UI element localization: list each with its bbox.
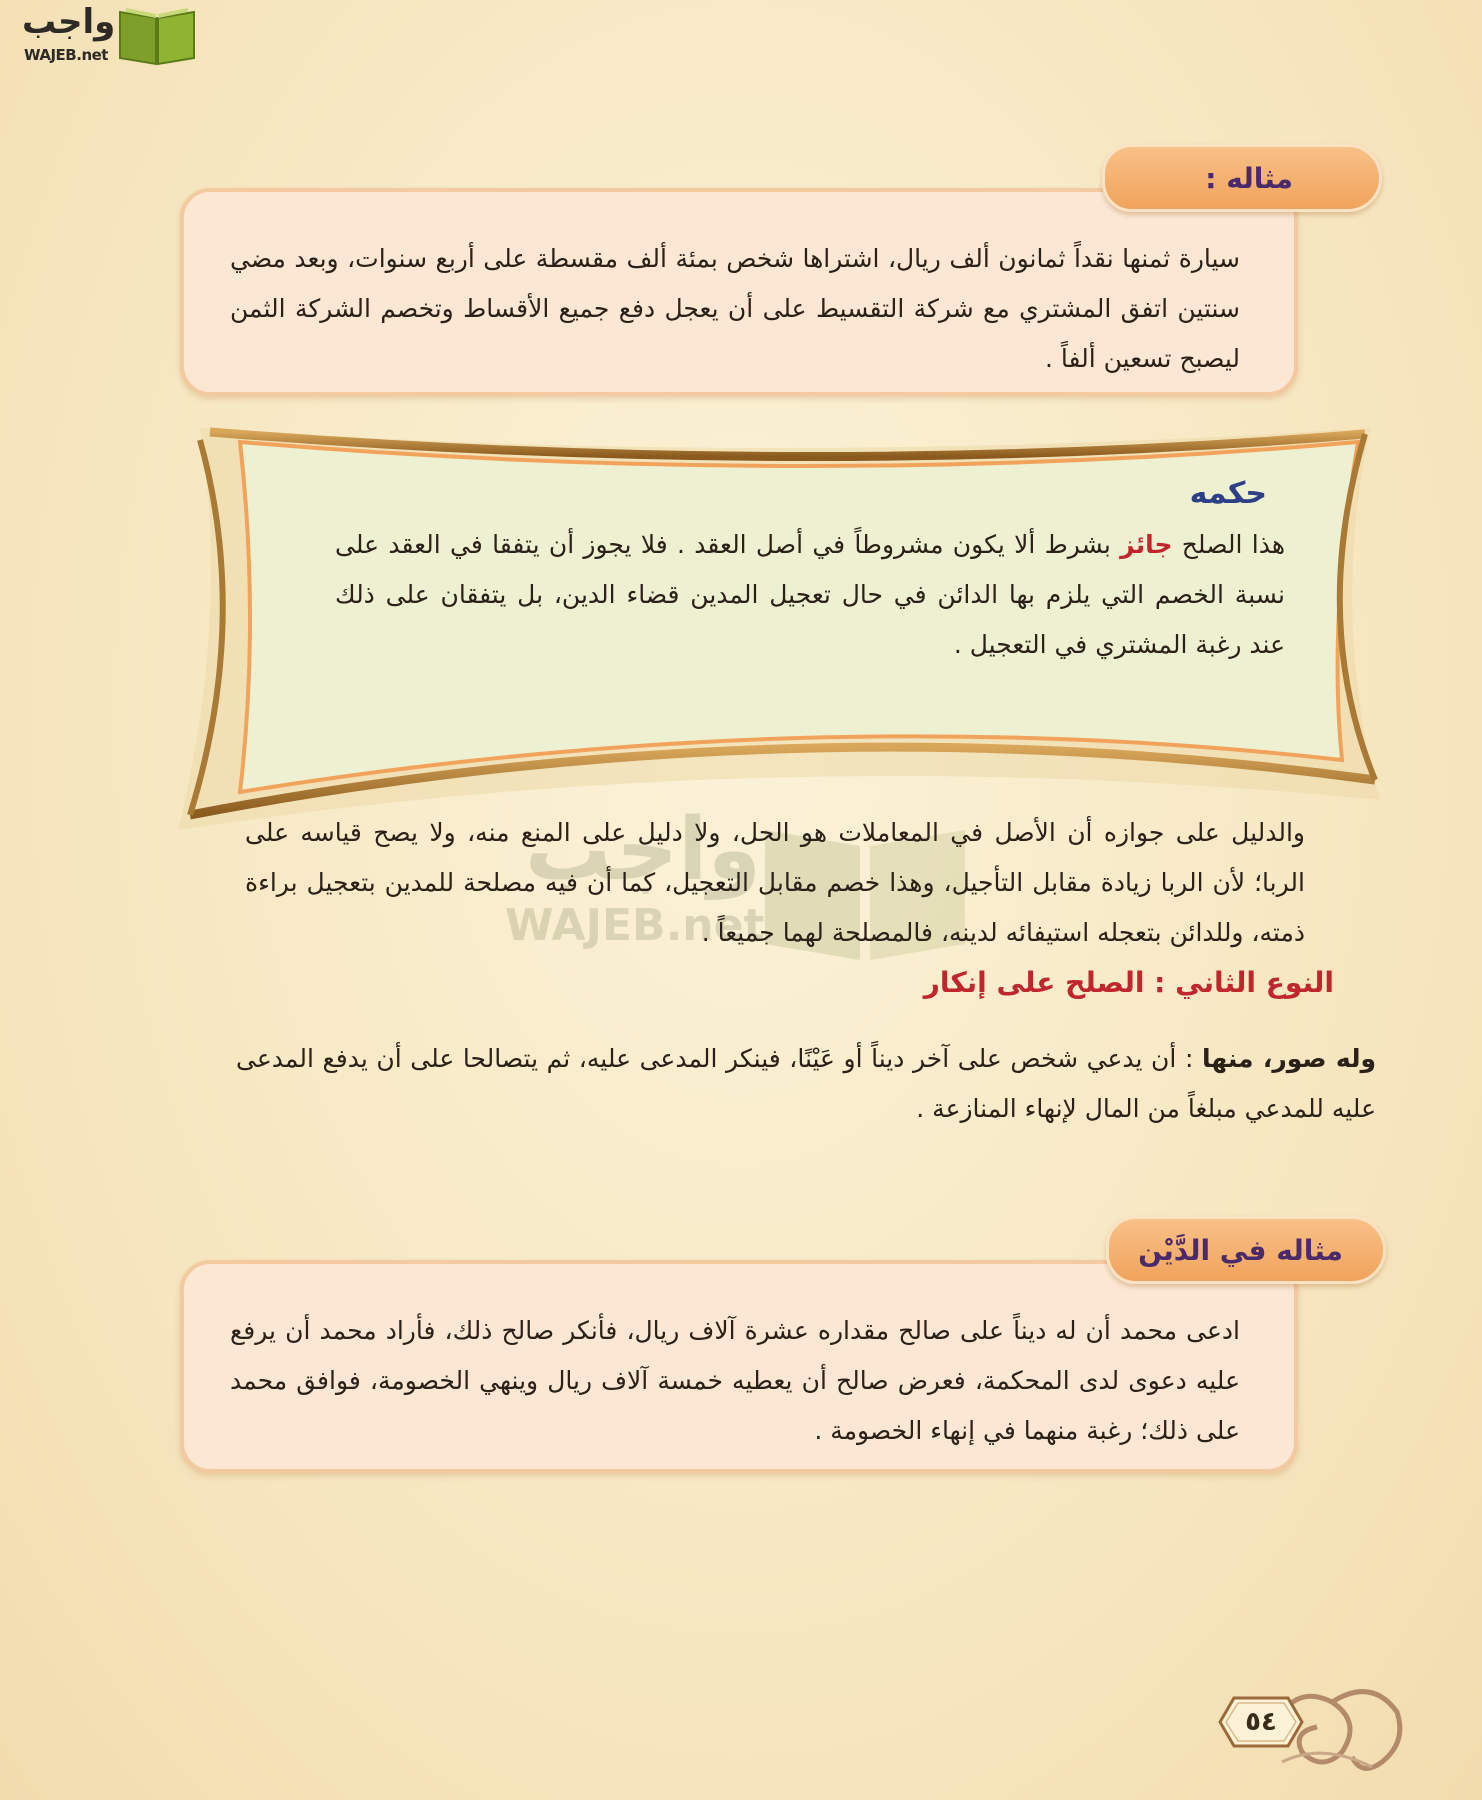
- ruling-highlight: جائز: [1120, 530, 1173, 559]
- site-logo[interactable]: [12, 4, 192, 70]
- example-tab-label: مثاله :: [1205, 161, 1293, 195]
- evidence-paragraph: والدليل على جوازه أن الأصل في المعاملات هو الحل، ولا دليل على المنع منه، ولا يصح قياسه على الربا؛ لأن الربا زيادة مقابل التأجيل، وهذا خصم مقابل التعجيل، كما أن فيه مصلحة للمدين بتعجيل براءة ذمته، وللدائن بتعجله استيفائه لدينه، فالمصلحة لهما جميعاً .: [245, 818, 1305, 947]
- example-tab: [1102, 144, 1382, 212]
- example-debt-text: ادعى محمد أن له ديناً على صالح مقداره عشرة آلاف ريال، فأنكر صالح ذلك، فأراد محمد أن يرفع عليه دعوى لدى المحكمة، فعرض صالح أن يعطيه خمسة آلاف ريال وينهي الخصومة، فوافق محمد على ذلك؛ رغبة منهما في إنهاء الخصومة .: [230, 1316, 1240, 1445]
- ruling-title: حكمه: [1189, 476, 1267, 511]
- ruling-text-after: بشرط ألا يكون مشروطاً في أصل العقد . فلا يجوز أن يتفقا في العقد على نسبة الخصم التي يلزم بها الدائن في حال تعجيل المدين قضاء الدين، بل يتفقان على ذلك عند رغبة المشتري في التعجيل .: [335, 530, 1285, 659]
- ruling-box: [170, 420, 1385, 830]
- example-debt-tab: [1106, 1216, 1386, 1284]
- logo-latin-text: WAJEB.net: [24, 46, 108, 64]
- example-text: سيارة ثمنها نقداً ثمانون ألف ريال، اشتراها شخص بمئة ألف مقسطة على أربع سنوات، وبعد مضي سنتين اتفق المشتري مع شركة التقسيط على أن يعجل دفع جميع الأقساط وتخصم الشركة الثمن ليصبح تسعين ألفاً .: [230, 244, 1240, 373]
- example-debt-box: [180, 1260, 1298, 1473]
- page-number: [1218, 1696, 1304, 1748]
- page-number-text: ٥٤: [1245, 1707, 1277, 1737]
- ruling-text-before: هذا الصلح: [1172, 530, 1285, 559]
- ruling-text: [335, 520, 1285, 670]
- book-icon: [116, 4, 198, 66]
- example-debt-tab-label: مثاله في الدَّيْن: [1138, 1233, 1343, 1267]
- second-type-lead: وله صور، منها: [1201, 1044, 1377, 1073]
- watermark-latin: WAJEB.net: [505, 900, 765, 951]
- second-type-text: : أن يدعي شخص على آخر ديناً أو عَيْنًا، فينكر المدعى عليه، ثم يتصالحا على أن يدفع المدعى عليه للمدعي مبلغاً من المال لإنهاء المنازعة .: [236, 1044, 1376, 1123]
- section-heading: النوع الثاني : الصلح على إنكار: [923, 966, 1334, 999]
- second-type-paragraph: [236, 1034, 1376, 1134]
- watermark-arabic: واجب: [525, 800, 761, 900]
- example-box: [180, 188, 1298, 396]
- logo-arabic-text: واجب: [22, 2, 116, 42]
